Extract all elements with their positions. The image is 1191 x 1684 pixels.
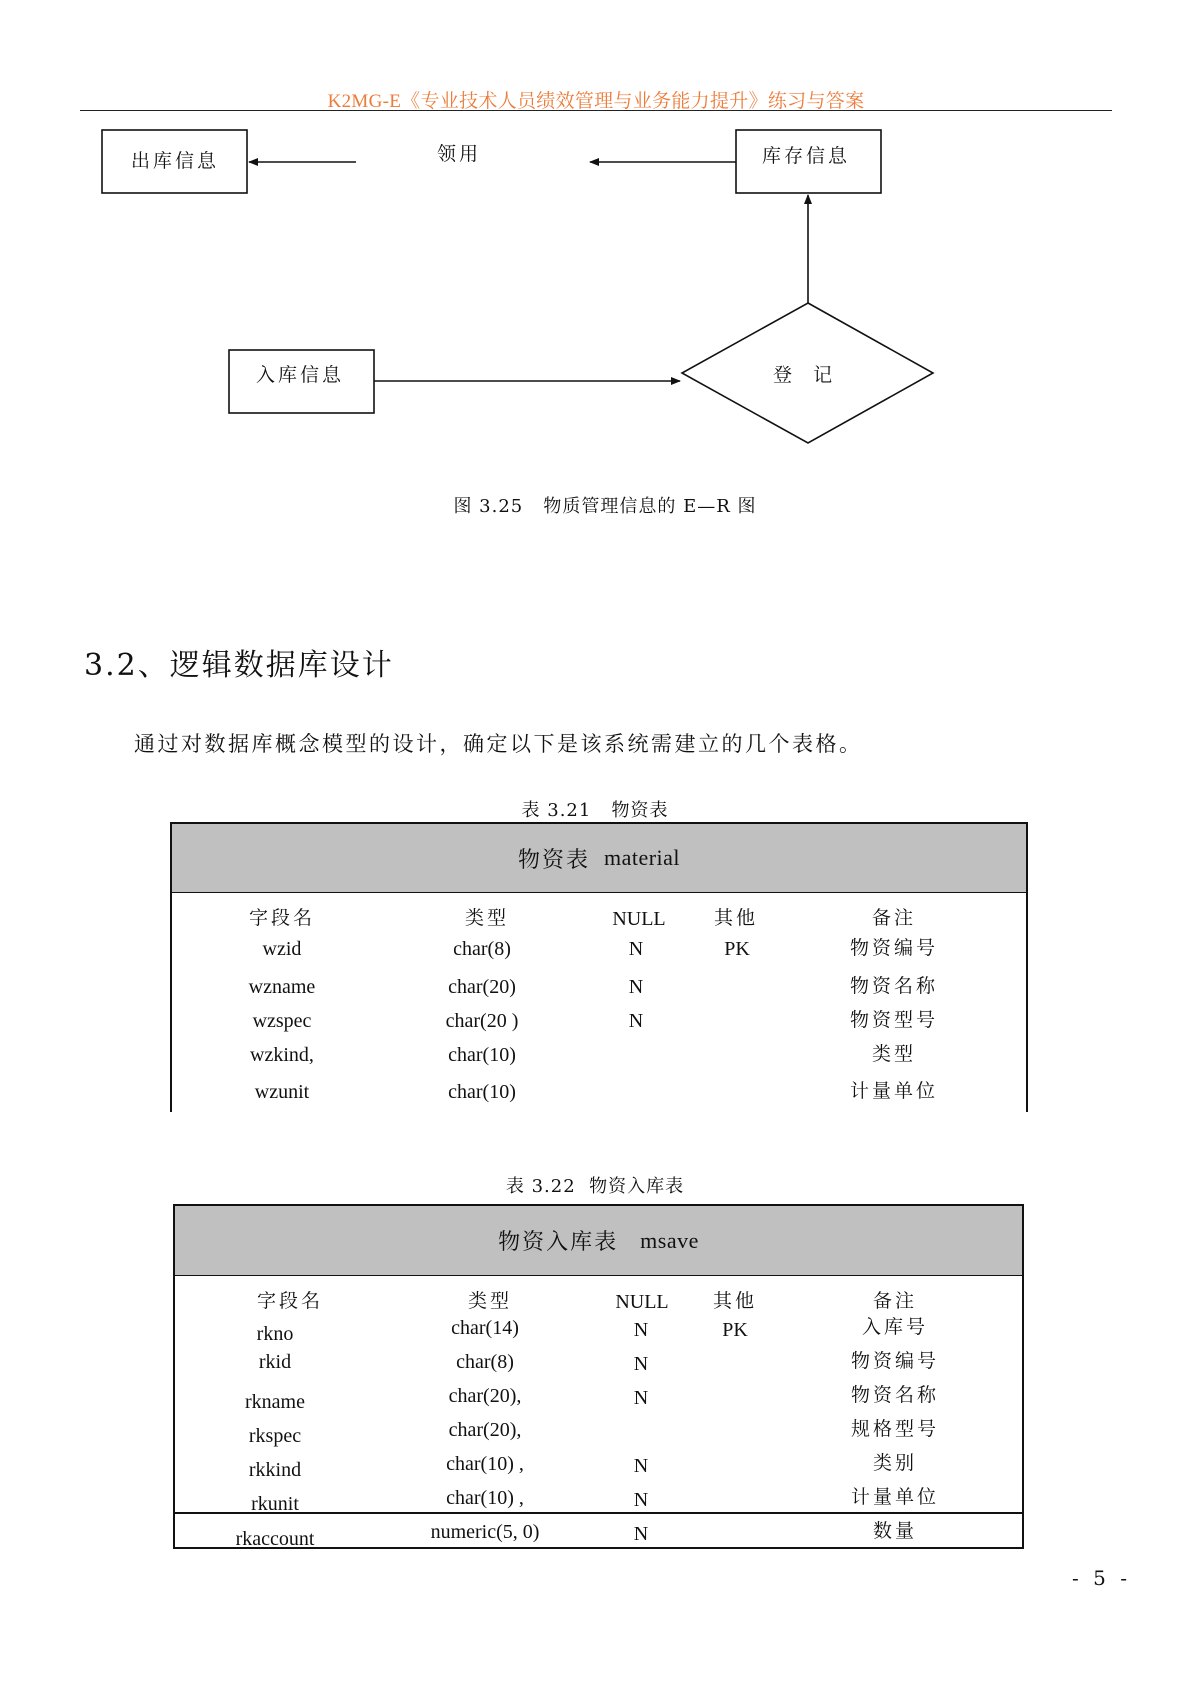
table-cell: char(20), [448,1385,522,1407]
table2-caption: 表 3.22 物资入库表 [505,1176,685,1197]
table1-caption: 表 3.21 物资表 [521,800,669,821]
msave-table-body [175,1276,1022,1550]
table-header-type: 类型 [464,907,509,929]
table-cell: wzunit [254,1081,310,1103]
table-cell: N [633,1455,649,1477]
table-cell: PK [724,938,750,960]
table-cell: 类型 [871,1043,916,1065]
table-header-other: 其他 [712,1290,757,1312]
table-cell: rkid [258,1351,292,1373]
table-cell: wzspec [252,1010,312,1032]
intro-paragraph: 通过对数据库概念模型的设计，确定以下是该系统需建立的几个表格。 [134,732,863,756]
table-cell: rkno [256,1323,294,1345]
table-header-null: NULL [612,908,666,930]
table-cell: char(10) , [446,1453,524,1475]
table-header-field: 字段名 [256,1290,323,1312]
entity-label-inventory: 库存信息 [762,145,851,167]
table-cell: 物资名称 [849,975,938,997]
table-cell: char(20), [448,1419,522,1441]
figure-caption: 图 3.25 物质管理信息的 E—R 图 [453,496,757,517]
running-header: K2MG-E《专业技术人员绩效管理与业务能力提升》练习与答案 [327,91,865,112]
table-cell: char(10) [448,1044,516,1066]
table-cell: PK [722,1319,748,1341]
table-header-type: 类型 [467,1290,512,1312]
table-cell: wzid [262,938,302,960]
table-cell: char(8) [453,938,511,960]
table-cell: char(10) [448,1081,516,1103]
table-cell: rkspec [248,1425,302,1447]
er-diagram [0,0,1191,520]
table-cell: N [633,1489,649,1511]
table-cell: N [633,1353,649,1375]
material-table-title [172,824,1026,893]
table-cell: 计量单位 [849,1080,938,1102]
table-cell: rkunit [251,1493,299,1515]
relationship-label-receive: 领用 [437,143,482,165]
table-header-null: NULL [615,1291,669,1313]
msave-table-title-en: msave [640,1227,699,1253]
table-cell: 规格型号 [850,1418,939,1440]
page-number: - 5 - [1072,1566,1131,1590]
table-cell: char(20 ) [445,1010,519,1032]
table-header-other: 其他 [713,907,758,929]
table-header-field: 字段名 [248,907,315,929]
msave-table-title [175,1206,1022,1276]
relationship-label-register: 登 记 [773,364,836,386]
table-cell: N [633,1387,649,1409]
table-cell: 计量单位 [850,1486,939,1508]
table-cell: 数量 [872,1520,917,1542]
table-cell: 类别 [872,1452,917,1474]
table-cell: 入库号 [861,1316,928,1338]
table-cell: 物资名称 [850,1384,939,1406]
table-cell: wzname [248,976,316,998]
material-table [170,822,1028,1112]
table-cell: char(14) [451,1317,519,1339]
table-cell: rkaccount [235,1528,315,1550]
table-cell: N [628,938,644,960]
table-cell: rkname [245,1391,305,1413]
table-cell: wzkind, [250,1044,314,1066]
table-cell: 物资编号 [849,937,938,959]
msave-table-title-cn: 物资入库表 [498,1230,619,1255]
table-cell: char(10) , [446,1487,524,1509]
table-cell: N [633,1523,649,1545]
table-header-remark: 备注 [872,1290,917,1312]
last-row-divider [175,1512,1022,1514]
material-table-title-cn: 物资表 [517,847,590,873]
table-cell: rkkind [248,1459,302,1481]
table-cell: 物资编号 [850,1350,939,1372]
table-cell: char(20) [448,976,516,998]
table-cell: char(8) [456,1351,514,1373]
entity-label-inbound: 入库信息 [256,364,345,386]
material-table-title-en: material [603,845,681,870]
material-table-body [172,893,1026,1111]
table-header-remark: 备注 [871,907,916,929]
entity-label-outbound: 出库信息 [131,150,220,172]
table-cell: N [628,1010,644,1032]
table-cell: 物资型号 [849,1009,938,1031]
table-cell: N [633,1319,649,1341]
msave-table [173,1204,1024,1549]
table-cell: numeric(5, 0) [430,1521,540,1543]
table-cell: N [628,976,644,998]
section-heading: 3.2、逻辑数据库设计 [84,648,394,683]
